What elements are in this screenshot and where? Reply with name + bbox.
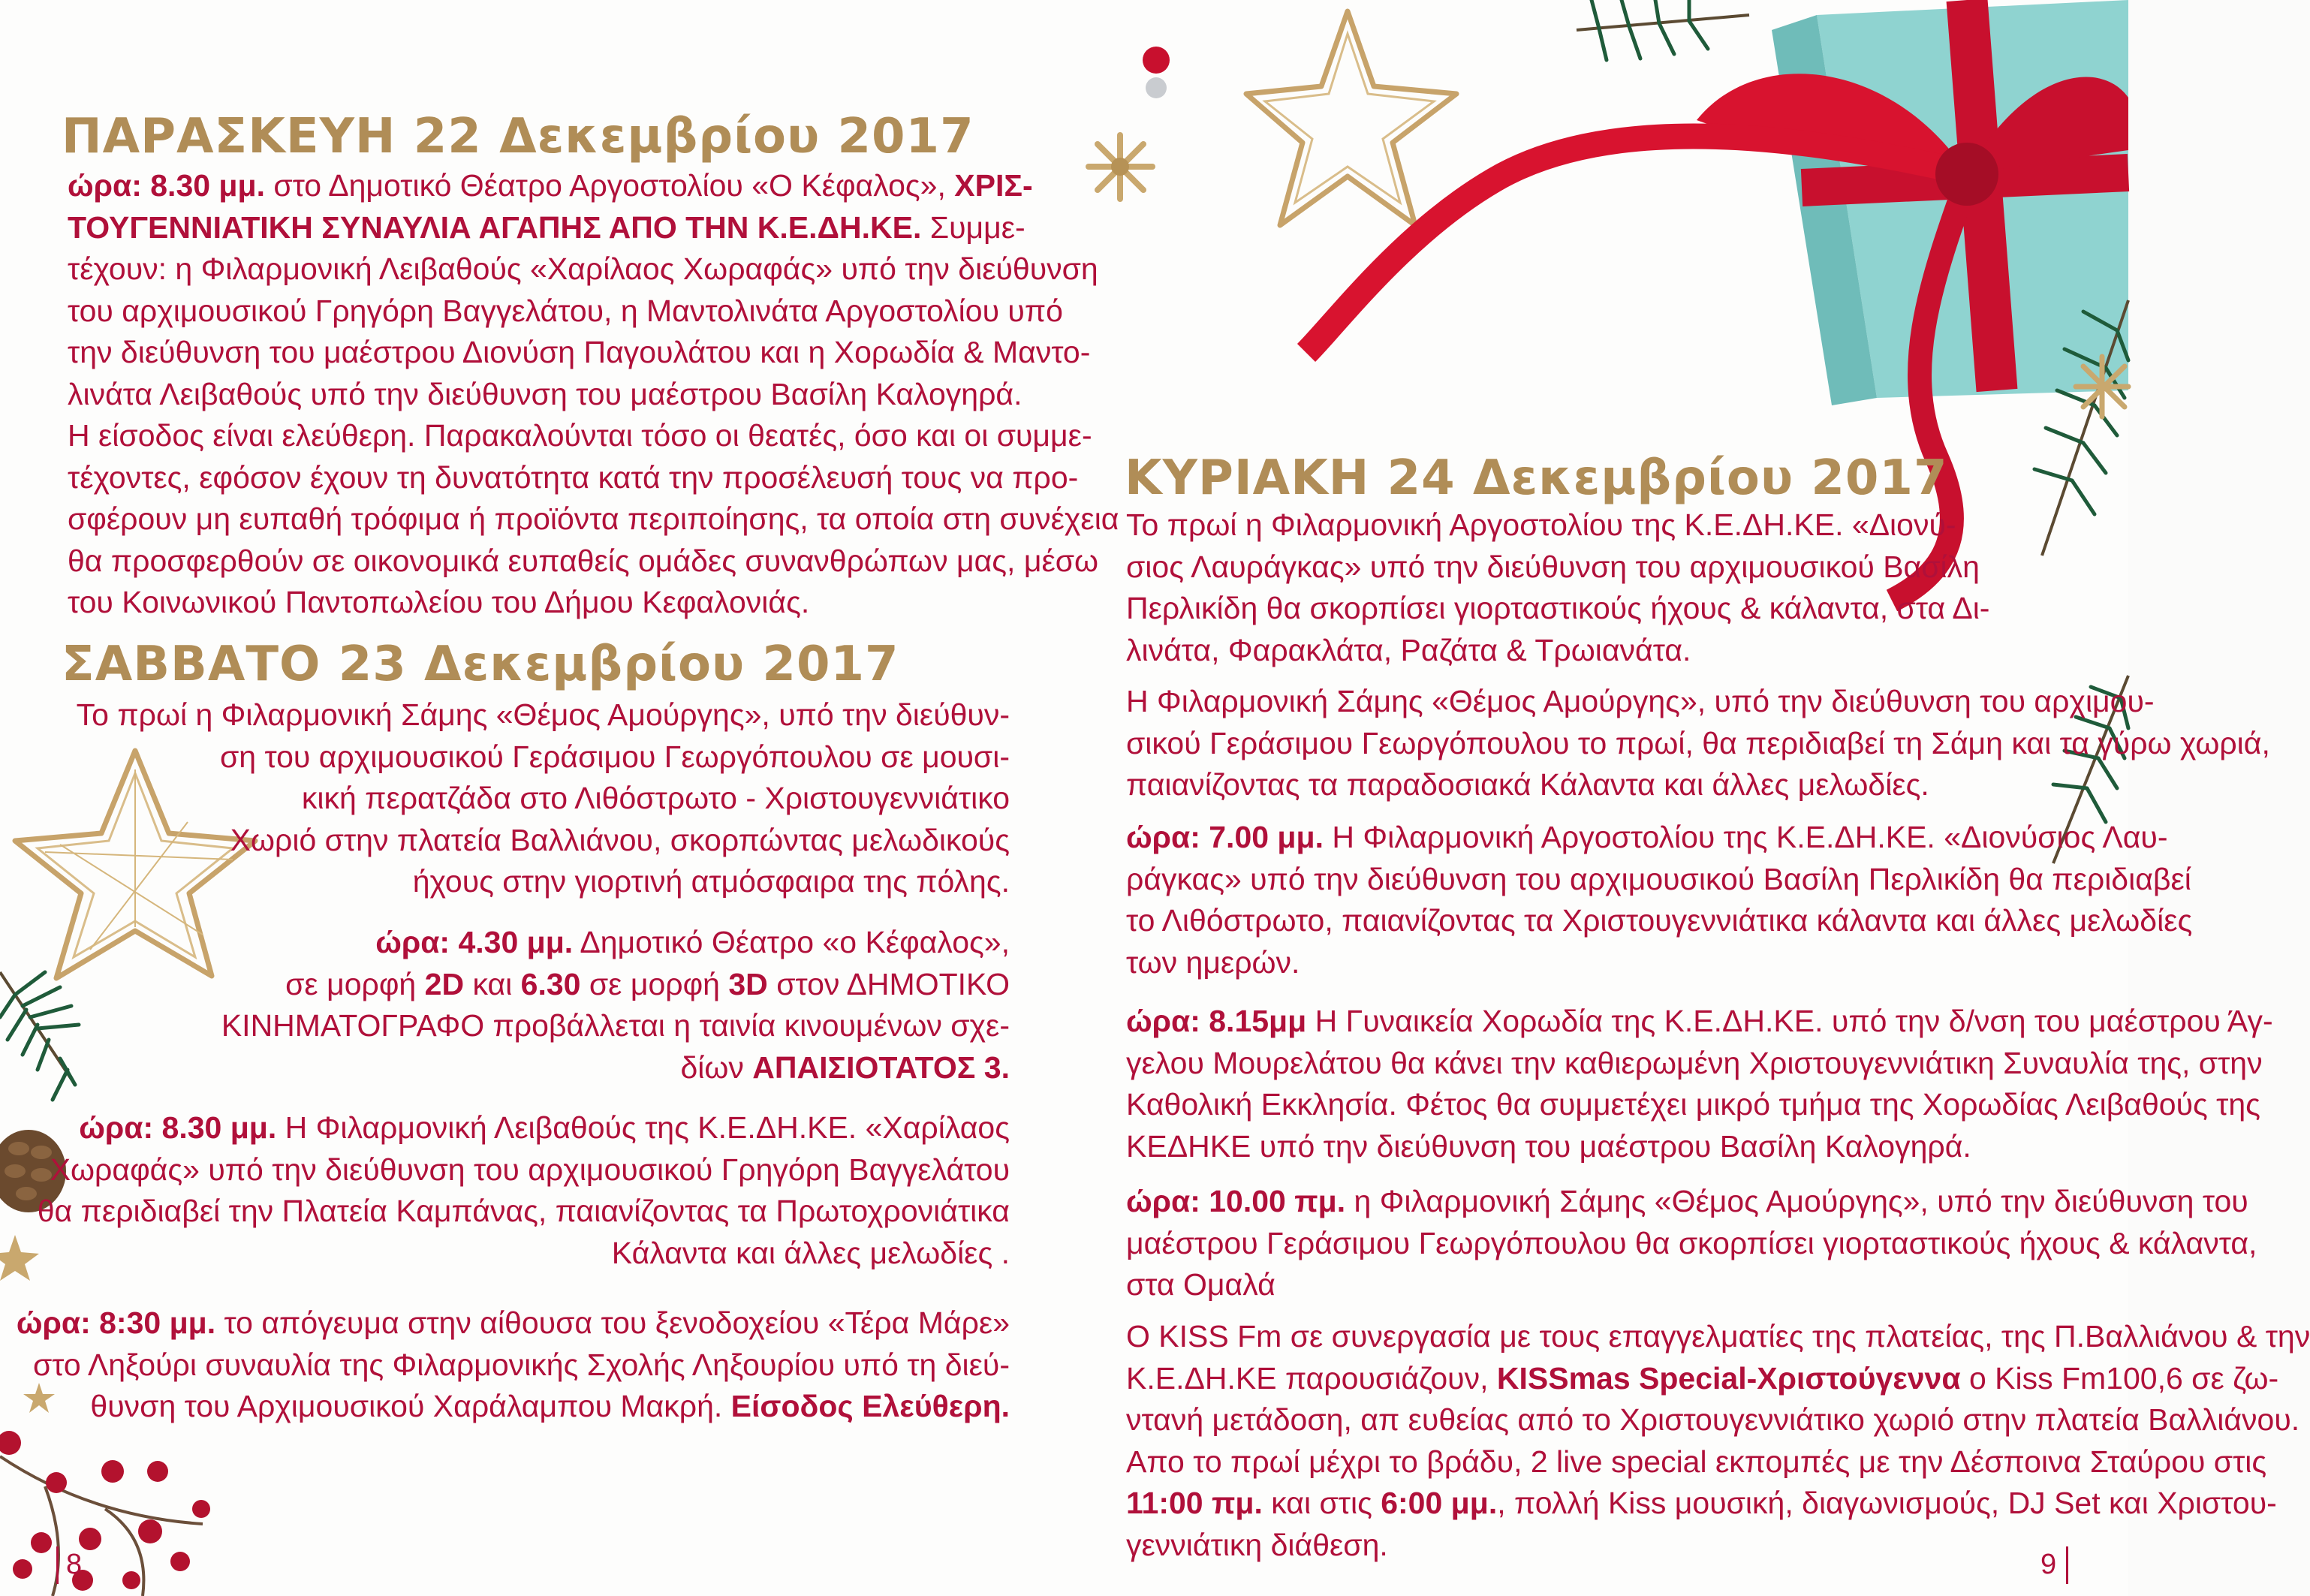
text-line: Κάλαντα και άλλες μελωδίες .	[611, 1235, 1010, 1270]
text-line: Περλικίδη θα σκορπίσει γιορταστικούς ήχους & κάλαντα, στα Δι-	[1126, 591, 1990, 625]
text-line: την διεύθυνση του μαέστρου Διονύση Παγουλάτου και η Χορωδία & Μαντο-	[68, 335, 1091, 369]
text-line: Η Φιλαρμονική Σάμης «Θέμος Αμούργης», υπό την διεύθυνση του αρχιμου-	[1126, 684, 2155, 718]
text-line: 11:00 πμ. και στις 6:00 μμ., πολλή Kiss μουσική, διαγωνισμούς, DJ Set και Χριστου-	[1126, 1486, 2277, 1520]
fir-branch-top-decoration	[1577, 0, 1749, 68]
text-line: Η είσοδος είναι ελεύθερη. Παρακαλούνται τόσο οι θεατές, όσο και οι συμμε-	[68, 418, 1092, 453]
friday-heading: ΠΑΡΑΣΚΕΥΗ 22 Δεκεμβρίου 2017	[62, 109, 974, 164]
saturday-heading: ΣΑΒΒΑΤΟ 23 Δεκεμβρίου 2017	[62, 637, 899, 692]
bold-text: ώρα: 8.30 μμ.	[68, 168, 265, 203]
bold-text: KISSmas Special-Χριστούγεννα	[1496, 1360, 1961, 1396]
text-line: σφέρουν μη ευπαθή τρόφιμα ή προϊόντα περιποίησης, τα οποία στη συνέχεια	[68, 501, 1119, 536]
text-line: ώρα: 10.00 πμ. η Φιλαρμονική Σάμης «Θέμος Αμούργης», υπό την διεύθυνση του	[1126, 1184, 2248, 1218]
fir-branch-left-decoration	[0, 942, 83, 1122]
text-line: ώρα: 7.00 μμ. Η Φιλαρμονική Αργοστολίου της Κ.Ε.ΔΗ.ΚΕ. «Διονύσιος Λαυ-	[1126, 820, 2168, 854]
bold-text: ώρα: 8.15μμ	[1126, 1004, 1307, 1038]
sunday-heading: ΚΥΡΙΑΚΗ 24 Δεκεμβρίου 2017	[1125, 450, 1948, 506]
text-line: ΚΙΝΗΜΑΤΟΓΡΑΦΟ προβάλλεται η ταινία κινουμένων σχε-	[221, 1008, 1010, 1043]
text-line: ράγκας» υπό την διεύθυνση του αρχιμουσικού Βασίλη Περλικίδη θα περιδιαβεί	[1126, 861, 2191, 896]
text-line: σε μορφή 2D και 6.30 σε μορφή 3D στον ΔΗΜΟΤΙΚΟ	[285, 966, 1010, 1001]
saturday-evening-text	[38, 1107, 1010, 1274]
page-number-right: 9	[2040, 1549, 2057, 1580]
holly-berries-decoration	[0, 1411, 210, 1596]
text-line: ώρα: 8.30 μμ. στο Δημοτικό Θέατρο Αργοστολίου «Ο Κέφαλος», ΧΡΙΣ-	[68, 168, 1033, 203]
bold-text: ώρα: 10.00 πμ.	[1126, 1184, 1346, 1218]
bold-text: 3D	[728, 966, 768, 1001]
text-line: Χωραφάς» υπό την διεύθυνση του αρχιμουσικού Γρηγόρη Βαγγελάτου	[50, 1152, 1010, 1187]
text-line: θα περιδιαβεί την Πλατεία Καμπάνας, παιανίζοντας τα Πρωτοχρονιάτικα	[37, 1194, 1010, 1228]
text-line: του Κοινωνικού Παντοπωλείου του Δήμου Κεφαλονιάς.	[68, 585, 810, 619]
text-line: ήχους στην γιορτινή ατμόσφαιρα της πόλης.	[412, 864, 1010, 899]
text-line: ώρα: 4.30 μμ. Δημοτικό Θέατρο «ο Κέφαλος»,	[375, 925, 1010, 959]
sunday-815pm-text	[1126, 1001, 2273, 1167]
text-line: τέχουν: η Φιλαρμονική Λειβαθούς «Χαρίλαος Χωραφάς» υπό την διεύθυνση	[68, 251, 1098, 286]
text-line: ΤΟΥΓΕΝΝΙΑΤΙΚΗ ΣΥΝΑΥΛΙΑ ΑΓΑΠΗΣ ΑΠΟ ΤΗΝ Κ.Ε.ΔΗ.ΚΕ. Συμμε-	[68, 209, 1025, 245]
text-line: στα Ομαλά	[1126, 1267, 1275, 1302]
bold-text: ώρα: 4.30 μμ.	[375, 925, 574, 959]
text-line: δίων ΑΠΑΙΣΙΟΤΑΤΟΣ 3.	[680, 1049, 1010, 1085]
text-line: σιος Λαυράγκας» υπό την διεύθυνση του αρχιμουσικού Βασίλη	[1126, 549, 1980, 584]
fir-branch-right-top-decoration	[2027, 300, 2128, 571]
saturday-morning-text	[77, 694, 1010, 903]
bold-text: ώρα: 8.30 μμ.	[79, 1110, 277, 1145]
text-line: σικού Γεράσιμου Γεωργόπουλου το πρωί, θα περιδιαβεί τη Σάμη και τα γύρω χωριά,	[1126, 725, 2270, 760]
page-number-bar-right	[2066, 1546, 2068, 1584]
text-line: στο Ληξούρι συναυλία της Φιλαρμονικής Σχολής Ληξουρίου υπό τη διεύ-	[32, 1347, 1010, 1382]
gold-snowflake-right-decoration	[2072, 353, 2128, 420]
sunday-7pm-text	[1126, 817, 2192, 983]
sunday-morning-argostoli-text	[1126, 504, 1989, 671]
text-line: γελου Μουρελάτου θα κάνει την καθιερωμένη Χριστουγεννιάτικη Συναυλία της, στην	[1126, 1045, 2263, 1080]
bold-text: 6.30	[520, 966, 581, 1001]
bold-text: 6:00 μμ.	[1381, 1486, 1498, 1520]
page-number-left: 8	[66, 1549, 83, 1580]
bold-text: ΑΠΑΙΣΙΟΤΑΤΟΣ 3.	[752, 1049, 1010, 1085]
friday-event-text	[68, 165, 1119, 624]
text-line: ώρα: 8:30 μμ. το απόγευμα στην αίθουσα του ξενοδοχείου «Τέρα Μάρε»	[16, 1305, 1010, 1340]
text-line: τέχοντες, εφόσον έχουν τη δυνατότητα κατά την προσέλευσή τους να προ-	[68, 459, 1079, 495]
bold-text: ΧΡΙΣ-	[954, 168, 1033, 203]
text-line: του αρχιμουσικού Γρηγόρη Βαγγελάτου, η Μαντολινάτα Αργοστολίου υπό	[68, 293, 1063, 328]
text-line: των ημερών.	[1126, 944, 1300, 980]
text-line: Απο το πρωί μέχρι το βράδυ, 2 live special εκπομπές με την Δέσποινα Σταύρου στις	[1126, 1444, 2267, 1479]
text-line: Το πρωί η Φιλαρμονική Σάμης «Θέμος Αμούργης», υπό την διεύθυν-	[76, 697, 1010, 732]
text-line: ντανή μετάδοση, απ ευθείας από το Χριστουγεννιάτικο χωριό στην πλατεία Βαλλιάνου.	[1126, 1402, 2300, 1437]
text-line: Καθολική Εκκλησία. Φέτος θα συμμετέχει μικρό τμήμα της Χορωδίας Λειβαθούς της	[1126, 1087, 2260, 1122]
text-line: θα προσφερθούν σε οικονομικά ευπαθείς ομάδες συνανθρώπων μας, μέσω	[68, 543, 1099, 578]
text-line: λινάτα Λειβαθούς υπό την διεύθυνση του μαέστρου Βασίλη Καλογηρά.	[68, 376, 1022, 411]
bold-text: ώρα: 8:30 μμ.	[16, 1305, 216, 1340]
bold-text: 11:00 πμ.	[1126, 1486, 1263, 1520]
text-line: παιανίζοντας τα παραδοσιακά Κάλαντα και άλλες μελωδίες.	[1126, 767, 1929, 802]
page-number-bar-left	[56, 1546, 59, 1584]
sunday-10am-text	[1126, 1181, 2257, 1306]
saturday-lixouri-text	[17, 1302, 1010, 1428]
text-line: το Λιθόστρωτο, παιανίζοντας τα Χριστουγεννιάτικα κάλαντα και άλλες μελωδίες	[1126, 903, 2193, 938]
saturday-cinema-text	[221, 922, 1010, 1089]
red-ornament-ball-decoration	[1137, 41, 1175, 105]
text-line: κική περατζάδα στο Λιθόστρωτο - Χριστουγεννιάτικο	[301, 781, 1010, 815]
text-line: Χωριό στην πλατεία Βαλλιάνου, σκορπώντας μελωδικούς	[230, 822, 1010, 857]
bold-text: Είσοδος Ελεύθερη.	[730, 1389, 1010, 1423]
text-line: ΚΕΔΗΚΕ υπό την διεύθυνση του μαέστρου Βασίλη Καλογηρά.	[1126, 1128, 1971, 1164]
text-line: θυνση του Αρχιμουσικού Χαράλαμπου Μακρή. Είσοδος Ελεύθερη.	[90, 1389, 1010, 1423]
bold-text: ΤΟΥΓΕΝΝΙΑΤΙΚΗ ΣΥΝΑΥΛΙΑ ΑΓΑΠΗΣ ΑΠΟ ΤΗΝ Κ.Ε.ΔΗ.ΚΕ.	[68, 209, 922, 245]
sunday-sami-text	[1126, 681, 2270, 806]
sunday-kiss-fm-text	[1126, 1316, 2310, 1566]
text-line: μαέστρου Γεράσιμου Γεωργόπουλου θα σκορπίσει γιορταστικούς ήχους & κάλαντα,	[1126, 1225, 2257, 1260]
bold-text: ώρα: 7.00 μμ.	[1126, 820, 1324, 854]
text-line: ώρα: 8.30 μμ. Η Φιλαρμονική Λειβαθούς της Κ.Ε.ΔΗ.ΚΕ. «Χαρίλαος	[79, 1110, 1010, 1145]
bold-text: 2D	[424, 966, 465, 1001]
text-line: ση του αρχιμουσικού Γεράσιμου Γεωργόπουλου σε μουσι-	[219, 739, 1010, 774]
text-line: Το πρωί η Φιλαρμονική Αργοστολίου της Κ.Ε.ΔΗ.ΚΕ. «Διονύ-	[1126, 507, 1956, 542]
text-line: ώρα: 8.15μμ Η Γυναικεία Χορωδία της Κ.Ε.ΔΗ.ΚΕ. υπό την δ/νση του μαέστρου Άγ-	[1126, 1004, 2273, 1038]
text-line: Κ.Ε.ΔΗ.ΚΕ παρουσιάζουν, KISSmas Special-Χριστούγεννα ο Kiss Fm100,6 σε ζω-	[1126, 1360, 2279, 1396]
text-line: Ο KISS Fm σε συνεργασία με τους επαγγελματίες της πλατείας, της Π.Βαλλιάνου & την	[1126, 1319, 2310, 1354]
text-line: λινάτα, Φαρακλάτα, Ραζάτα & Τρωιανάτα.	[1126, 632, 1691, 667]
text-line: γεννιάτικη διάθεση.	[1126, 1527, 1388, 1562]
